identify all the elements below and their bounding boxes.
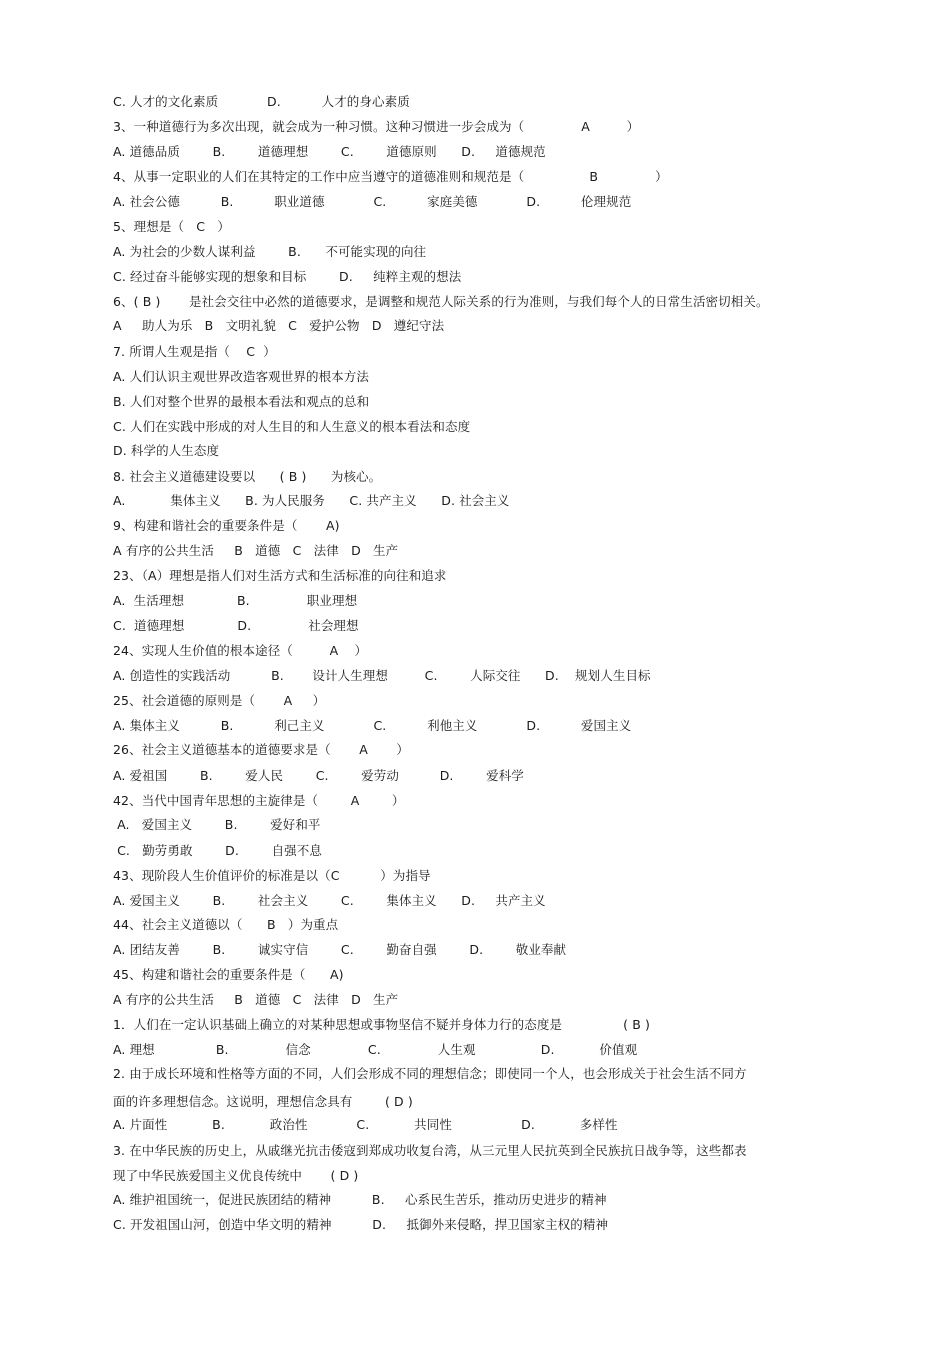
text-line: A. 爱祖国 B. 爱人民 C. 爱劳动 D. 爱科学	[113, 768, 524, 783]
text-line: 5、理想是（ C ）	[113, 219, 230, 234]
text-line: C. 道德理想 D. 社会理想	[113, 618, 359, 633]
text-line: 26、社会主义道德基本的道德要求是（ A ）	[113, 742, 409, 757]
text-line: B. 人们对整个世界的最根本看法和观点的总和	[113, 394, 370, 409]
text-line: A. 道德品质 B. 道德理想 C. 道德原则 D. 道德规范	[113, 144, 546, 159]
text-line: 23、（A）理想是指人们对生活方式和生活标准的向往和追求	[113, 568, 447, 583]
text-line: D. 科学的人生态度	[113, 443, 220, 458]
text-line: 24、实现人生价值的根本途径（ A ）	[113, 643, 368, 658]
text-line: 3、一种道德行为多次出现，就会成为一种习惯。这种习惯进一步会成为（ A ）	[113, 119, 640, 134]
text-line: A 有序的公共生活 B 道德 C 法律 D 生产	[113, 543, 399, 558]
text-line: A. 集体主义 B. 利己主义 C. 利他主义 D. 爱国主义	[113, 718, 632, 733]
text-line: 42、当代中国青年思想的主旋律是（ A ）	[113, 793, 405, 808]
text-line: A. 爱国主义 B. 爱好和平	[113, 817, 321, 832]
text-line: A. 为社会的少数人谋利益 B. 不可能实现的向往	[113, 244, 427, 259]
text-line: A. 团结友善 B. 诚实守信 C. 勤奋自强 D. 敬业奉献	[113, 942, 567, 957]
text-line: A. 社会公德 B. 职业道德 C. 家庭美德 D. 伦理规范	[113, 194, 632, 209]
text-line: A. 集体主义 B. 为人民服务 C. 共产主义 D. 社会主义	[113, 493, 510, 508]
text-line: A. 人们认识主观世界改造客观世界的根本方法	[113, 369, 369, 384]
text-line: C. 经过奋斗能够实现的想象和目标 D. 纯粹主观的想法	[113, 269, 462, 284]
text-line: 面的许多理想信念。这说明，理想信念具有 ( D )	[113, 1094, 413, 1109]
text-line: A. 片面性 B. 政治性 C. 共同性 D. 多样性	[113, 1117, 618, 1132]
text-line: A 助人为乐 B 文明礼貌 C 爱护公物 D 遵纪守法	[113, 318, 445, 333]
text-line: 44、社会主义道德以（ B ）为重点	[113, 917, 339, 932]
text-line: C. 人们在实践中形成的对人生目的和人生意义的根本看法和态度	[113, 419, 471, 434]
text-line: 6、( B ) 是社会交往中必然的道德要求，是调整和规范人际关系的行为准则，与我们每个人的日常生活密切相关。	[113, 294, 769, 309]
text-line: 4、从事一定职业的人们在其特定的工作中应当遵守的道德准则和规范是（ B ）	[113, 169, 668, 184]
text-line: 7. 所谓人生观是指（ C ）	[113, 344, 276, 359]
text-line: C. 开发祖国山河，创造中华文明的精神 D. 抵御外来侵略，捍卫国家主权的精神	[113, 1217, 609, 1232]
text-line: A. 理想 B. 信念 C. 人生观 D. 价值观	[113, 1042, 638, 1057]
text-line: A. 生活理想 B. 职业理想	[113, 593, 358, 608]
text-line: 3. 在中华民族的历史上，从戚继光抗击倭寇到郑成功收复台湾，从三元里人民抗英到全民族抗日战争等，这些都表	[113, 1143, 747, 1158]
text-line: A. 维护祖国统一，促进民族团结的精神 B. 心系民生苦乐，推动历史进步的精神	[113, 1192, 607, 1207]
text-line: 25、社会道德的原则是（ A ）	[113, 693, 326, 708]
text-line: 43、现阶段人生价值评价的标准是以（C ）为指导	[113, 868, 431, 883]
text-line: 现了中华民族爱国主义优良传统中 ( D )	[113, 1168, 359, 1183]
text-line: C. 人才的文化素质 D. 人才的身心素质	[113, 94, 410, 109]
text-line: A. 爱国主义 B. 社会主义 C. 集体主义 D. 共产主义	[113, 893, 546, 908]
text-line: C. 勤劳勇敢 D. 自强不息	[113, 843, 322, 858]
text-line: A 有序的公共生活 B 道德 C 法律 D 生产	[113, 992, 399, 1007]
text-line: 1．人们在一定认识基础上确立的对某种思想或事物坚信不疑并身体力行的态度是 ( B )	[113, 1017, 650, 1032]
text-line: A. 创造性的实践活动 B. 设计人生理想 C. 人际交往 D. 规划人生目标	[113, 668, 651, 683]
text-line: 45、构建和谐社会的重要条件是（ A)	[113, 967, 344, 982]
text-line: 9、构建和谐社会的重要条件是（ A)	[113, 518, 340, 533]
text-line: 8. 社会主义道德建设要以 ( B ) 为核心。	[113, 469, 382, 484]
text-line: 2. 由于成长环境和性格等方面的不同，人们会形成不同的理想信念；即使同一个人，也会形成关于社会生活不同方	[113, 1066, 747, 1081]
